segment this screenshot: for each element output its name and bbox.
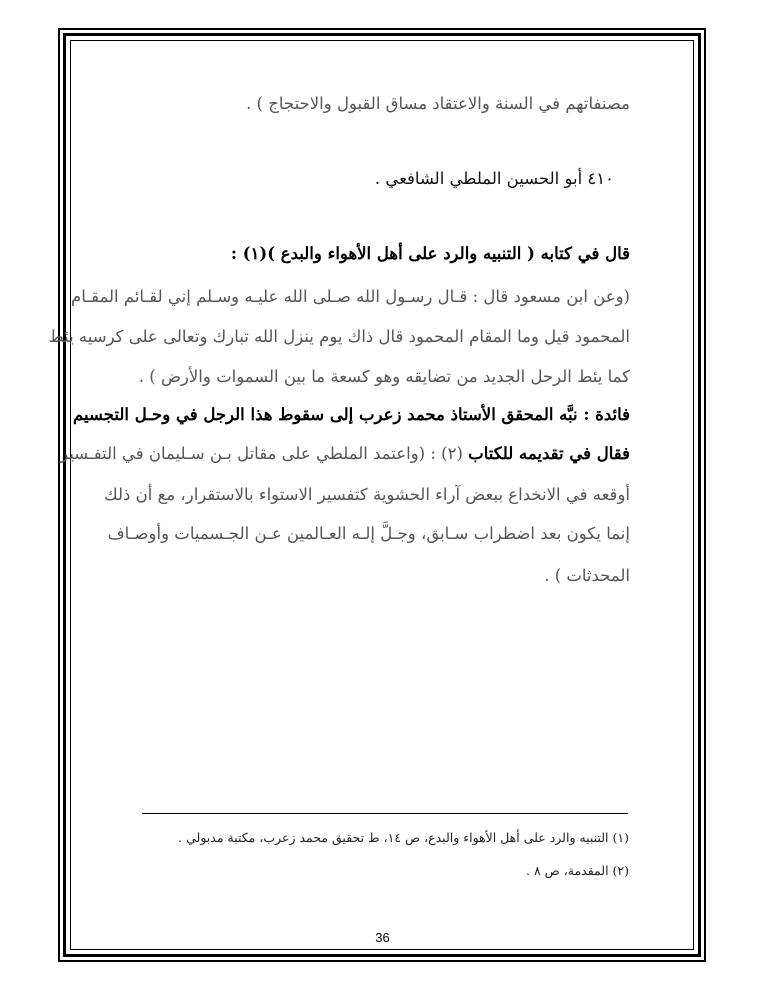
quote-line: كما يئط الرحل الجديد من تضايقه وهو كسعة ما بين السموات والأرض ) . [138,367,630,386]
commentary-line: أوقعه في الانخداع ببعض آراء الحشوية كتفسير الاستواء بالاستقرار، مع أن ذلك [104,485,630,504]
commentary-line: المحدثات ) . [544,566,630,585]
faida-line: فائدة : نبَّه المحقق الأستاذ محمد زعرب إلى سقوط هذا الرجل في وحـل التجسيم [73,405,630,424]
commentary-line [60,442,630,466]
body-line: مصنفاتهم في السنة والاعتقاد مساق القبول والاحتجاج ) . [246,94,630,113]
quote-intro: قال في كتابه ( التنبيه والرد على أهل الأهواء والبدع )(١) : [230,244,630,263]
quote-line: المحمود قيل وما المقام المحمود قال ذاك يوم ينزل الله تبارك وتعالى على كرسيه يئط [48,327,630,346]
quote-line: (وعن ابن مسعود قال : قـال رسـول الله صـلى الله عليـه وسـلم إني لقـائم المقـام [71,287,630,306]
page-number: 36 [375,930,390,945]
footnote: (١) التنبيه والرد على أهل الأهواء والبدع، ص ١٤، ط تحقيق محمد زعرب، مكتبة مدبولي . [178,830,629,845]
entry-heading: ٤١٠ أبو الحسين الملطي الشافعي . [374,169,614,188]
commentary-line: إنما يكون بعد اضطراب سـابق، وجـلَّ إلـه العـالمين عـن الجـسميات وأوصـاف [107,524,630,543]
footnote: (٢) المقدمة، ص ٨ . [525,863,629,878]
footnote-separator [142,813,628,814]
commentary-lead: فقال في تقديمه للكتاب [468,444,630,463]
commentary-text: (٢) : (واعتمد الملطي على مقاتل بـن سـليمان في التفـسير [60,444,469,463]
